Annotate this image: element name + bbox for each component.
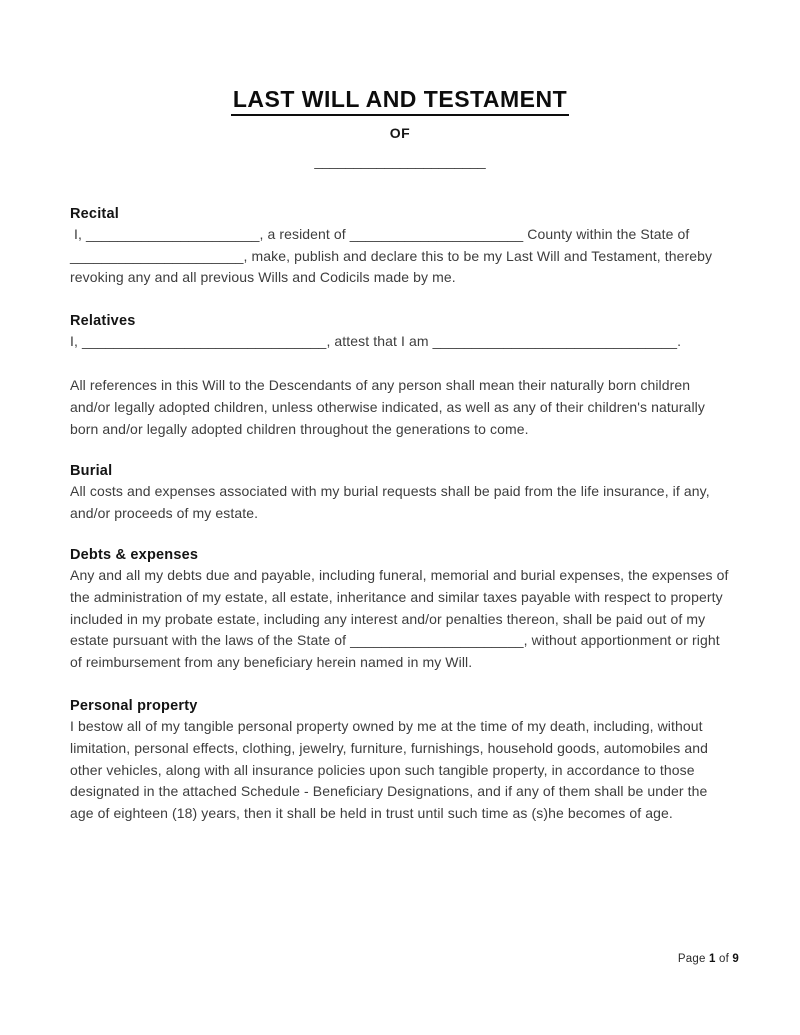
section-body-relatives: I, _______________________________, attest that I am _______________________________. — [70, 332, 682, 349]
section-recital — [70, 206, 730, 289]
section-descendants-definition — [70, 375, 730, 440]
section-heading-debts: Debts & expenses — [70, 547, 199, 564]
section-burial — [70, 463, 730, 524]
section-heading-recital: Recital — [70, 206, 119, 222]
footer-page-label: Page — [677, 953, 706, 965]
section-body-debts: Any and all my debts due and payable, including funeral, memorial and burial expenses, the expenses of the administration of my estate, all estate, inheritance and similar taxes payable with respect to property included in my probate estate, including any interest and/or penalties thereon, shall be paid out of my estate pursuant with the laws of the State of ______________________, without apportionment or right of reimbursement from any beneficiary herein named in my Will. — [70, 567, 733, 670]
testator-name-blank: ______________________ — [314, 153, 486, 169]
section-body-personal-property: I bestow all of my tangible personal property owned by me at the time of my death, including, without limitation, personal effects, clothing, jewelry, furniture, furnishings, household goods, automobiles and other vehicles, along with all insurance policies upon such tangible property, in accordance to those designated in the attached Schedule - Beneficiary Designations, and if any of them shall be under the age of eighteen (18) years, then it shall be held in trust until such time as (s)he becomes of age. — [70, 718, 713, 821]
footer-total-pages: 9 — [732, 953, 739, 965]
section-relatives — [70, 313, 730, 353]
section-heading-burial: Burial — [70, 463, 113, 480]
footer-of-label: of — [718, 953, 729, 965]
section-body-burial: All costs and expenses associated with my burial requests shall be paid from the life insurance, if any, and/or proceeds of my estate. — [70, 483, 714, 521]
section-body-descendants: All references in this Will to the Descendants of any person shall mean their naturally born children and/or legally adopted children, unless otherwise indicated, as well as any of their children's naturally born and/or legally adopted children throughout the generations to come. — [70, 377, 709, 437]
page-number-footer — [678, 953, 739, 965]
section-heading-relatives: Relatives — [70, 312, 136, 329]
section-body-recital: I, ______________________, a resident of ______________________ County within the State of ______________________, make, publish and declare this to be my Last Will and Testament, thereby revoking any and all previous Wills and Codicils made by me. — [70, 226, 717, 286]
document-header — [70, 86, 730, 169]
document-title: LAST WILL AND TESTAMENT — [231, 86, 569, 116]
footer-current-page: 1 — [708, 953, 716, 965]
section-debts-expenses — [70, 547, 733, 673]
section-heading-personal-property: Personal property — [70, 698, 198, 715]
section-personal-property — [70, 698, 730, 824]
document-subtitle: OF — [389, 125, 411, 141]
